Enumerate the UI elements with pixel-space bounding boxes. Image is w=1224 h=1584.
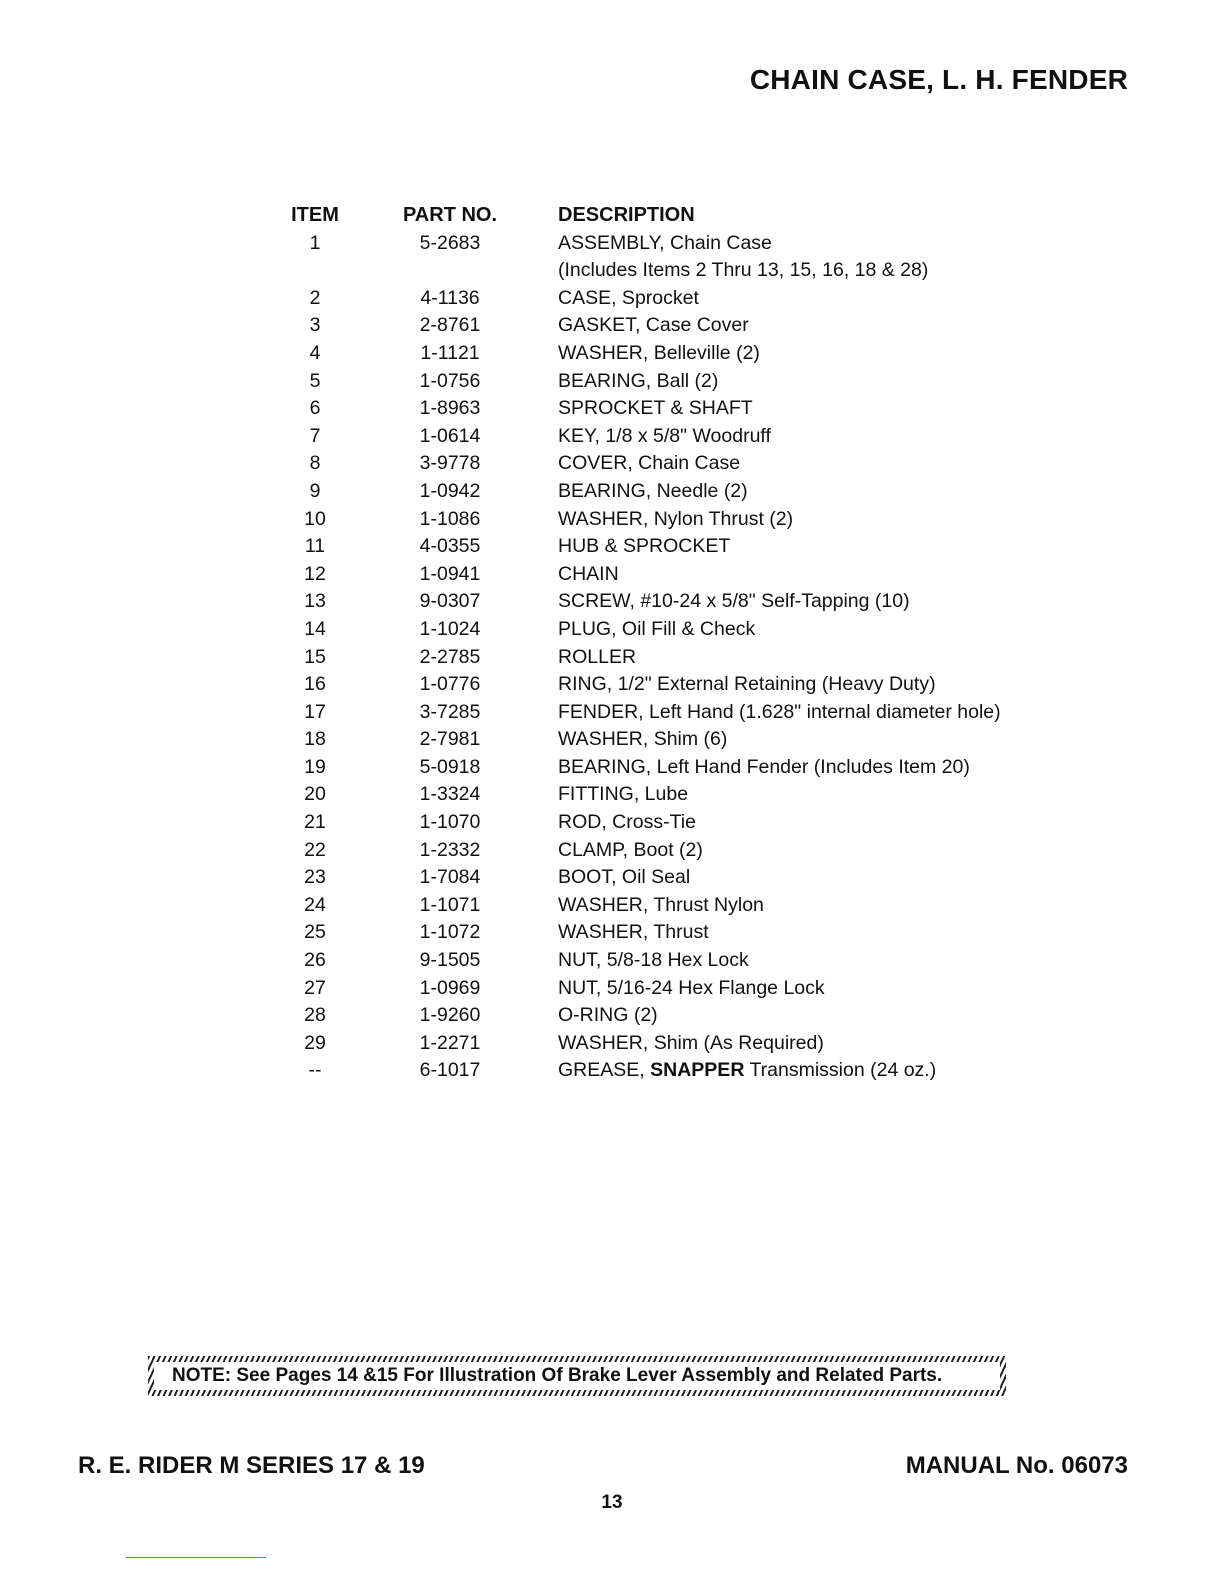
table-row (285, 533, 1045, 561)
table-row (285, 864, 1045, 892)
row-item: 12 (304, 562, 326, 585)
row-item: 23 (304, 866, 326, 889)
row-part-no: 6-1017 (419, 1059, 481, 1082)
row-description: COVER, Chain Case (558, 452, 741, 475)
table-row (285, 919, 1045, 947)
row-item: 14 (304, 617, 326, 640)
table-row (285, 671, 1045, 699)
desc-prefix: GREASE, (558, 1059, 651, 1082)
row-description: WASHER, Thrust Nylon (558, 893, 764, 916)
row-item: 8 (309, 452, 321, 475)
row-item: 13 (304, 590, 326, 613)
brand-name: SNAPPER (650, 1059, 745, 1082)
row-part-no: 1-0614 (419, 424, 481, 447)
row-description: CASE, Sprocket (558, 286, 699, 309)
row-description: ROLLER (558, 645, 637, 668)
row-part-no: 2-2785 (419, 645, 481, 668)
table-body (285, 230, 1045, 1058)
table-row (285, 616, 1045, 644)
table-row (285, 285, 1045, 313)
row-description: NUT, 5/8-18 Hex Lock (558, 949, 749, 972)
row-item: 21 (304, 811, 326, 834)
row-part-no: 1-0942 (419, 479, 481, 502)
table-row (285, 340, 1045, 368)
row-description: PLUG, Oil Fill & Check (558, 617, 756, 640)
table-header (285, 202, 1045, 230)
table-row (285, 947, 1045, 975)
footer-manual-number: MANUAL No. 06073 (905, 1452, 1128, 1479)
table-row (285, 892, 1045, 920)
table-row (285, 975, 1045, 1003)
row-part-no: 4-1136 (420, 286, 480, 309)
row-part-no: 1-1086 (419, 507, 481, 530)
bottom-rule (126, 1557, 266, 1558)
row-description: GASKET, Case Cover (558, 314, 749, 337)
row-item: 1 (309, 231, 321, 254)
row-part-no: 1-0756 (419, 369, 481, 392)
row-part-no: 9-1505 (419, 949, 481, 972)
row-part-no: 1-1071 (419, 893, 481, 916)
table-row (285, 423, 1045, 451)
row-item: 10 (304, 507, 326, 530)
row-item: 9 (309, 479, 321, 502)
table-row (285, 837, 1045, 865)
row-item: 6 (309, 397, 321, 420)
desc-suffix: Transmission (24 oz.) (744, 1059, 937, 1082)
page-number: 13 (601, 1492, 623, 1513)
table-row (285, 230, 1045, 258)
row-description: WASHER, Shim (6) (558, 728, 728, 751)
row-description: ASSEMBLY, Chain Case (558, 231, 772, 254)
row-part-no: 3-9778 (419, 452, 481, 475)
row-description: FITTING, Lube (558, 783, 689, 806)
table-row (285, 257, 1045, 285)
header-description: DESCRIPTION (558, 204, 695, 226)
table-row (285, 726, 1045, 754)
table-row (285, 506, 1045, 534)
row-description: WASHER, Shim (As Required) (558, 1031, 824, 1054)
row-item: 7 (309, 424, 321, 447)
row-item: 5 (309, 369, 321, 392)
row-item: 3 (309, 314, 321, 337)
header-part-no: PART NO. (402, 204, 498, 226)
table-row (285, 699, 1045, 727)
row-description: FENDER, Left Hand (1.628" internal diameter hole) (558, 700, 1001, 723)
row-item: 20 (304, 783, 326, 806)
row-description: ROD, Cross-Tie (558, 811, 696, 834)
row-description: KEY, 1/8 x 5/8" Woodruff (558, 424, 771, 447)
parts-table (285, 202, 1045, 1085)
row-part-no: 1-8963 (419, 397, 481, 420)
row-item: 15 (304, 645, 326, 668)
row-description: BEARING, Needle (2) (558, 479, 748, 502)
row-part-no: 1-9260 (419, 1004, 481, 1027)
table-row (285, 478, 1045, 506)
row-part-no: 1-1070 (419, 811, 481, 834)
row-part-no: 5-2683 (419, 231, 481, 254)
row-part-no: 1-1072 (419, 921, 481, 944)
row-description: SCREW, #10-24 x 5/8" Self-Tapping (10) (558, 590, 910, 613)
row-description: HUB & SPROCKET (558, 535, 731, 558)
note-text: NOTE: See Pages 14 &15 For Illustration Of Brake Lever Assembly and Related Parts. (154, 1362, 1000, 1390)
table-row (285, 781, 1045, 809)
row-item: 24 (304, 893, 326, 916)
row-description: BEARING, Ball (2) (558, 369, 719, 392)
row-item: 17 (304, 700, 326, 723)
row-item: 18 (304, 728, 326, 751)
row-part-no: 4-0355 (419, 535, 481, 558)
table-row (285, 754, 1045, 782)
row-item: 22 (304, 838, 326, 861)
table-row (285, 561, 1045, 589)
row-item: 27 (304, 976, 326, 999)
table-row (285, 644, 1045, 672)
footer-model: R. E. RIDER M SERIES 17 & 19 (78, 1452, 425, 1479)
page-title: CHAIN CASE, L. H. FENDER (749, 64, 1128, 95)
row-description: BEARING, Left Hand Fender (Includes Item 20) (558, 755, 970, 778)
row-description: (Includes Items 2 Thru 13, 15, 16, 18 & 28) (558, 259, 929, 282)
table-row (285, 368, 1045, 396)
row-description: WASHER, Nylon Thrust (2) (558, 507, 794, 530)
row-item: 25 (304, 921, 326, 944)
table-row (285, 450, 1045, 478)
table-row (285, 588, 1045, 616)
row-part-no: 1-2271 (419, 1031, 481, 1054)
row-description: BOOT, Oil Seal (558, 866, 691, 889)
row-description: NUT, 5/16-24 Hex Flange Lock (558, 976, 825, 999)
row-part-no: 5-0918 (419, 755, 481, 778)
table-row (285, 1030, 1045, 1058)
row-part-no: 3-7285 (419, 700, 481, 723)
row-description: CHAIN (558, 562, 619, 585)
row-item: 16 (304, 673, 326, 696)
row-description: WASHER, Thrust (558, 921, 709, 944)
row-part-no: 1-2332 (419, 838, 481, 861)
table-row (285, 312, 1045, 340)
note-box (148, 1356, 1006, 1396)
row-item: 28 (304, 1004, 326, 1027)
row-item: 4 (309, 341, 321, 364)
row-item: 11 (304, 535, 326, 558)
table-row (285, 1057, 1045, 1085)
row-item: 26 (304, 949, 326, 972)
row-part-no: 1-7084 (419, 866, 481, 889)
row-description: O-RING (2) (558, 1004, 658, 1027)
row-part-no: 1-0941 (419, 562, 481, 585)
row-item: 29 (304, 1031, 326, 1054)
row-part-no: 1-3324 (419, 783, 481, 806)
row-item: -- (308, 1059, 322, 1082)
row-description: WASHER, Belleville (2) (558, 341, 760, 364)
row-description: RING, 1/2" External Retaining (Heavy Duty) (558, 673, 936, 696)
row-part-no: 1-0776 (419, 673, 481, 696)
row-item: 2 (309, 286, 321, 309)
row-description (558, 1057, 936, 1085)
row-description: CLAMP, Boot (2) (558, 838, 703, 861)
header-item: ITEM (291, 204, 339, 226)
table-row (285, 395, 1045, 423)
row-part-no: 9-0307 (419, 590, 481, 613)
row-part-no: 1-0969 (419, 976, 481, 999)
row-part-no: 2-8761 (419, 314, 481, 337)
row-item: 19 (304, 755, 326, 778)
table-row (285, 1002, 1045, 1030)
table-row (285, 809, 1045, 837)
row-part-no: 1-1024 (419, 617, 481, 640)
row-part-no: 2-7981 (419, 728, 481, 751)
row-part-no: 1-1121 (420, 341, 480, 364)
row-description: SPROCKET & SHAFT (558, 397, 753, 420)
